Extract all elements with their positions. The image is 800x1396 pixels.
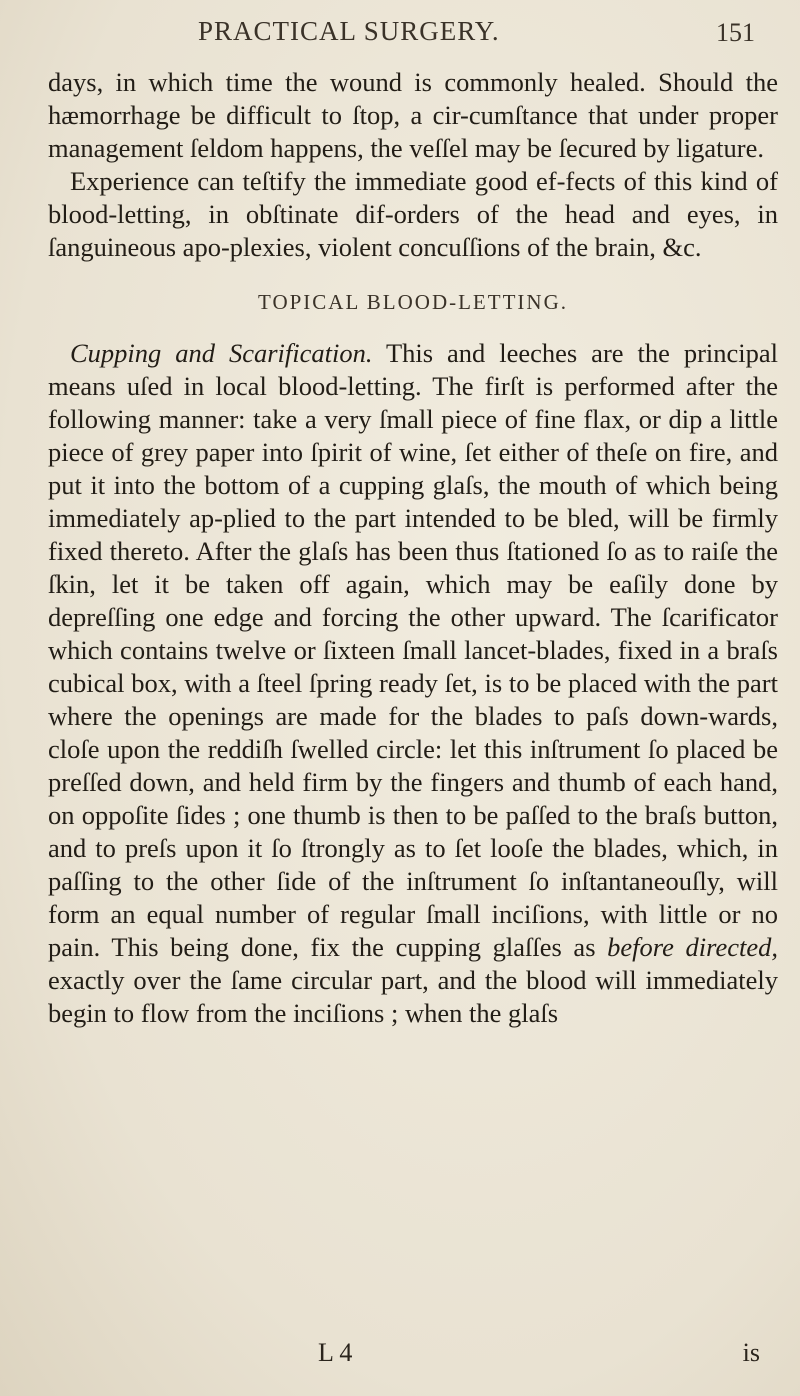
catchword: is — [742, 1338, 760, 1367]
paragraph-1: days, in which time the wound is commonly healed. Should the hæmorrhage be difficult to ſtop, a cir-cumſtance that under proper management ſeldom happens, the veſſel may be ſecured by ligature. — [48, 67, 778, 163]
page-footer — [48, 1338, 778, 1372]
running-head: PRACTICAL SURGERY. — [198, 16, 500, 46]
paragraph-3-italic-phrase: before directed, — [607, 932, 778, 962]
paragraph-2: Experience can teſtify the immediate good ef-fects of this kind of blood-letting, in obſtinate dif-orders of the head and eyes, in ſanguineous apo-plexies, violent concuſſions of the brain, &c. — [48, 166, 778, 262]
paragraph-3 — [48, 337, 778, 1030]
paragraph-3-lead: Cupping and Scarification. — [70, 338, 373, 368]
paragraph-3-text: This and leeches are the principal means uſed in local blood-letting. The firſt is performed after the following manner: take a very ſmall piece of fine flax, or dip a little piece of grey paper into ſpirit of wine, ſet either of theſe on fire, and put it into the bottom of a cupping glaſs, the mouth of which being immediately ap-plied to the part intended to be bled, will be firmly fixed thereto. After the glaſs has been thus ſtationed ſo as to raiſe the ſkin, let it be taken off again, which may be eaſily done by depreſſing one edge and forcing the other upward. The ſcarificator which contains twelve or ſixteen ſmall lancet-blades, fixed in a braſs cubical box, with a ſteel ſpring ready ſet, is to be placed with the part where the openings are made for the blades to paſs down-wards, cloſe upon the reddiſh ſwelled circle: let this inſtrument ſo placed be preſſed down, and held firm by the fingers and thumb of each hand, on oppoſite ſides ; one thumb is then to be paſſed to the braſs button, and to preſs upon it ſo ſtrongly as to ſet looſe the blades, which, in paſſing to the other ſide of the inſtrument ſo inſtantaneouſly, will form an equal number of regular ſmall inciſions, with little or no pain. This being done, fix the cupping glaſſes as — [48, 338, 779, 962]
section-heading: TOPICAL BLOOD-LETTING. — [258, 290, 568, 314]
paragraph-3-text-end: exactly over the ſame circular part, and the blood will immediately begin to flow from the inciſions ; when the glaſs — [48, 965, 778, 1028]
body-text — [48, 66, 778, 1030]
page-header — [0, 16, 800, 56]
page-number: 151 — [716, 18, 755, 47]
signature-mark: L 4 — [318, 1338, 353, 1367]
